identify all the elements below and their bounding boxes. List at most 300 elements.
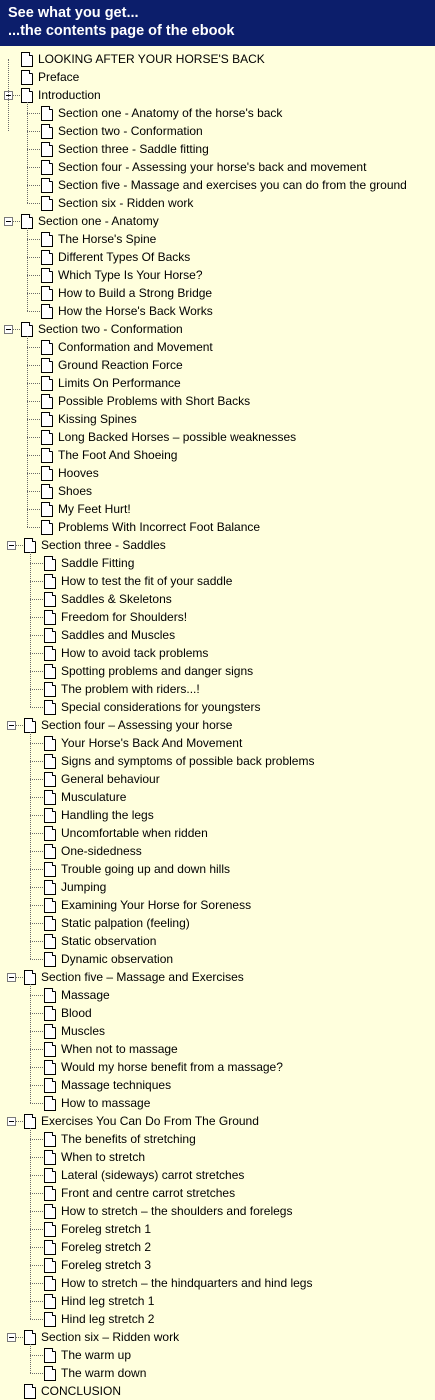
tree-leaf-label: Examining Your Horse for Soreness bbox=[61, 898, 252, 912]
tree-leaf[interactable] bbox=[0, 1166, 435, 1184]
tree-connector-line bbox=[30, 1283, 43, 1284]
tree-leaf[interactable] bbox=[0, 1094, 435, 1112]
tree-connector-line bbox=[30, 732, 31, 959]
tree-connector-line bbox=[27, 491, 40, 492]
tree-connector-line bbox=[27, 365, 40, 366]
document-icon bbox=[44, 556, 56, 571]
tree-leaf-label: General behaviour bbox=[61, 772, 160, 786]
tree-leaf-label: Section one - Anatomy of the horse's back bbox=[58, 106, 283, 120]
tree-leaf-label: How to Build a Strong Bridge bbox=[58, 286, 213, 300]
document-icon bbox=[44, 1348, 56, 1363]
document-icon bbox=[44, 790, 56, 805]
tree-node-label: Section two - Conformation bbox=[38, 322, 183, 336]
tree-leaf[interactable] bbox=[0, 428, 435, 446]
tree-connector-line bbox=[30, 581, 43, 582]
tree-leaf[interactable] bbox=[0, 482, 435, 500]
tree-node-label: LOOKING AFTER YOUR HORSE'S BACK bbox=[38, 52, 265, 66]
tree-connector-line bbox=[27, 167, 40, 168]
collapse-toggle-icon[interactable] bbox=[7, 973, 16, 982]
tree-leaf[interactable] bbox=[0, 608, 435, 626]
tree-leaf-label: Front and centre carrot stretches bbox=[61, 1186, 236, 1200]
tree-connector-line bbox=[30, 984, 31, 1103]
tree-leaf[interactable] bbox=[0, 356, 435, 374]
tree-leaf-label: Shoes bbox=[58, 484, 93, 498]
tree-leaf[interactable] bbox=[0, 1148, 435, 1166]
tree-leaf[interactable] bbox=[0, 698, 435, 716]
document-icon bbox=[24, 1384, 36, 1399]
tree-leaf[interactable] bbox=[0, 122, 435, 140]
tree-leaf-label: Massage techniques bbox=[61, 1078, 172, 1092]
tree-leaf-label: Static palpation (feeling) bbox=[61, 916, 190, 930]
tree-leaf[interactable] bbox=[0, 590, 435, 608]
tree-leaf[interactable] bbox=[0, 860, 435, 878]
tree-node-label: Section five – Massage and Exercises bbox=[41, 970, 244, 984]
document-icon bbox=[44, 898, 56, 913]
collapse-toggle-icon[interactable] bbox=[7, 541, 16, 550]
tree-leaf-label: Section five - Massage and exercises you can do from the ground bbox=[58, 178, 407, 192]
tree-leaf[interactable] bbox=[0, 878, 435, 896]
tree-node-7[interactable] bbox=[0, 716, 435, 734]
tree-leaf[interactable] bbox=[0, 230, 435, 248]
tree-connector-line bbox=[27, 275, 40, 276]
tree-leaf[interactable] bbox=[0, 572, 435, 590]
document-icon bbox=[41, 448, 53, 463]
tree-leaf-label: How to stretch – the shoulders and forelegs bbox=[61, 1204, 293, 1218]
document-icon bbox=[44, 880, 56, 895]
tree-node-11[interactable] bbox=[0, 1382, 435, 1400]
document-icon bbox=[24, 1330, 36, 1345]
tree-connector-line bbox=[30, 923, 43, 924]
tree-connector-line bbox=[27, 437, 40, 438]
tree-leaf-label: Blood bbox=[61, 1006, 92, 1020]
tree-leaf[interactable] bbox=[0, 752, 435, 770]
tree-leaf[interactable] bbox=[0, 176, 435, 194]
tree-connector-line bbox=[30, 1128, 31, 1319]
document-icon bbox=[44, 1132, 56, 1147]
tree-leaf[interactable] bbox=[0, 1238, 435, 1256]
document-icon bbox=[44, 1276, 56, 1291]
tree-leaf[interactable] bbox=[0, 266, 435, 284]
tree-leaf[interactable] bbox=[0, 626, 435, 644]
document-icon bbox=[41, 376, 53, 391]
tree-leaf[interactable] bbox=[0, 284, 435, 302]
tree-leaf-label: One-sidedness bbox=[61, 844, 142, 858]
tree-connector-line bbox=[30, 617, 43, 618]
document-icon bbox=[44, 736, 56, 751]
tree-connector-line bbox=[30, 743, 43, 744]
tree-node-label: Section three - Saddles bbox=[41, 538, 166, 552]
tree-leaf[interactable] bbox=[0, 986, 435, 1004]
tree-leaf-label: The warm down bbox=[61, 1366, 147, 1380]
document-icon bbox=[24, 970, 36, 985]
collapse-toggle-icon[interactable] bbox=[4, 217, 13, 226]
tree-node-2[interactable] bbox=[0, 68, 435, 86]
tree-connector-line bbox=[27, 185, 40, 186]
tree-leaf-label: Special considerations for youngsters bbox=[61, 700, 261, 714]
tree-connector-line bbox=[27, 473, 40, 474]
tree-leaf-label: Musculature bbox=[61, 790, 127, 804]
tree-connector-line bbox=[27, 311, 40, 312]
tree-connector-line bbox=[30, 653, 43, 654]
tree-leaf-label: Kissing Spines bbox=[58, 412, 137, 426]
document-icon bbox=[41, 106, 53, 121]
tree-connector-line bbox=[27, 113, 40, 114]
tree-connector-line bbox=[30, 1211, 43, 1212]
tree-connector-line bbox=[27, 228, 28, 311]
tree-leaf[interactable] bbox=[0, 680, 435, 698]
tree-connector-line bbox=[30, 1344, 31, 1373]
tree-leaf-label: Saddle Fitting bbox=[61, 556, 135, 570]
tree-leaf-label: Foreleg stretch 1 bbox=[61, 1222, 152, 1236]
tree-leaf[interactable] bbox=[0, 1022, 435, 1040]
document-icon bbox=[21, 52, 33, 67]
tree-node-label: Preface bbox=[38, 70, 80, 84]
document-icon bbox=[44, 1222, 56, 1237]
tree-connector-line bbox=[30, 1031, 43, 1032]
tree-connector-line bbox=[30, 1229, 43, 1230]
tree-node-9[interactable] bbox=[0, 1112, 435, 1130]
tree-leaf-label: Problems With Incorrect Foot Balance bbox=[58, 520, 261, 534]
tree-leaf-label: Hind leg stretch 1 bbox=[61, 1294, 155, 1308]
tree-leaf-label: Would my horse benefit from a massage? bbox=[61, 1060, 283, 1074]
tree-connector-line bbox=[30, 1085, 43, 1086]
tree-leaf-label: Saddles & Skeletons bbox=[61, 592, 172, 606]
tree-connector-line bbox=[30, 1175, 43, 1176]
document-icon bbox=[24, 718, 36, 733]
tree-leaf[interactable] bbox=[0, 788, 435, 806]
document-icon bbox=[44, 1186, 56, 1201]
tree-connector-line bbox=[30, 797, 43, 798]
tree-connector-line bbox=[27, 336, 28, 527]
tree-leaf[interactable] bbox=[0, 140, 435, 158]
document-icon bbox=[44, 916, 56, 931]
document-icon bbox=[41, 484, 53, 499]
document-icon bbox=[41, 142, 53, 157]
tree-leaf-label: Section six - Ridden work bbox=[58, 196, 194, 210]
document-icon bbox=[44, 934, 56, 949]
tree-leaf-label: Spotting problems and danger signs bbox=[61, 664, 254, 678]
tree-connector-line bbox=[30, 1139, 43, 1140]
tree-leaf[interactable] bbox=[0, 1058, 435, 1076]
document-icon bbox=[44, 1096, 56, 1111]
tree-connector-line bbox=[30, 1265, 43, 1266]
tree-connector-line bbox=[8, 59, 9, 131]
tree-leaf[interactable] bbox=[0, 374, 435, 392]
tree-connector-line bbox=[27, 509, 40, 510]
tree-leaf-label: Saddles and Muscles bbox=[61, 628, 176, 642]
tree-connector-line bbox=[30, 1193, 43, 1194]
document-icon bbox=[41, 124, 53, 139]
document-icon bbox=[44, 610, 56, 625]
tree-leaf-label: Ground Reaction Force bbox=[58, 358, 183, 372]
tree-leaf[interactable] bbox=[0, 1004, 435, 1022]
tree-node-label: Section one - Anatomy bbox=[38, 214, 159, 228]
tree-connector-line bbox=[30, 869, 43, 870]
document-icon bbox=[41, 178, 53, 193]
tree-leaf[interactable] bbox=[0, 410, 435, 428]
collapse-toggle-icon[interactable] bbox=[7, 1333, 16, 1342]
document-icon bbox=[44, 1258, 56, 1273]
tree-leaf-label: My Feet Hurt! bbox=[58, 502, 131, 516]
tree-leaf[interactable] bbox=[0, 1364, 435, 1382]
document-icon bbox=[21, 88, 33, 103]
tree-leaf-label: Section four - Assessing your horse's back and movement bbox=[58, 160, 367, 174]
tree-leaf[interactable] bbox=[0, 338, 435, 356]
tree-connector-line bbox=[27, 239, 40, 240]
tree-leaf[interactable] bbox=[0, 1040, 435, 1058]
tree-connector-line bbox=[30, 833, 43, 834]
tree-connector-line bbox=[27, 527, 40, 528]
document-icon bbox=[44, 1294, 56, 1309]
document-icon bbox=[44, 754, 56, 769]
document-icon bbox=[44, 1150, 56, 1165]
tree-leaf-label: How to stretch – the hindquarters and hind legs bbox=[61, 1276, 313, 1290]
tree-leaf[interactable] bbox=[0, 806, 435, 824]
tree-connector-line bbox=[30, 635, 43, 636]
tree-connector-line bbox=[30, 761, 43, 762]
tree-leaf[interactable] bbox=[0, 842, 435, 860]
tree-node-4[interactable] bbox=[0, 212, 435, 230]
document-icon bbox=[44, 952, 56, 967]
tree-leaf[interactable] bbox=[0, 914, 435, 932]
tree-leaf[interactable] bbox=[0, 1292, 435, 1310]
tree-connector-line bbox=[30, 1247, 43, 1248]
tree-leaf[interactable] bbox=[0, 158, 435, 176]
document-icon bbox=[41, 268, 53, 283]
tree-leaf[interactable] bbox=[0, 770, 435, 788]
tree-leaf[interactable] bbox=[0, 1202, 435, 1220]
document-icon bbox=[44, 844, 56, 859]
tree-connector-line bbox=[30, 941, 43, 942]
document-icon bbox=[44, 1042, 56, 1057]
tree-leaf[interactable] bbox=[0, 1274, 435, 1292]
document-icon bbox=[21, 322, 33, 337]
document-icon bbox=[41, 286, 53, 301]
document-icon bbox=[44, 682, 56, 697]
tree-node-label: Section six – Ridden work bbox=[41, 1330, 180, 1344]
tree-leaf-label: Foreleg stretch 2 bbox=[61, 1240, 152, 1254]
document-icon bbox=[41, 304, 53, 319]
tree-connector-line bbox=[30, 959, 43, 960]
tree-leaf-label: How the Horse's Back Works bbox=[58, 304, 213, 318]
collapse-toggle-icon[interactable] bbox=[4, 325, 13, 334]
tree-leaf[interactable] bbox=[0, 464, 435, 482]
tree-leaf[interactable] bbox=[0, 194, 435, 212]
document-icon bbox=[44, 1078, 56, 1093]
tree-connector-line bbox=[30, 1049, 43, 1050]
tree-leaf[interactable] bbox=[0, 950, 435, 968]
tree-connector-line bbox=[27, 401, 40, 402]
document-icon bbox=[44, 1204, 56, 1219]
tree-leaf-label: Different Types Of Backs bbox=[58, 250, 191, 264]
tree-leaf-label: Possible Problems with Short Backs bbox=[58, 394, 251, 408]
tree-leaf[interactable] bbox=[0, 446, 435, 464]
tree-connector-line bbox=[27, 257, 40, 258]
document-icon bbox=[41, 196, 53, 211]
document-icon bbox=[44, 1312, 56, 1327]
collapse-toggle-icon[interactable] bbox=[7, 1117, 16, 1126]
tree-connector-line bbox=[27, 419, 40, 420]
tree-leaf-label: Massage bbox=[61, 988, 110, 1002]
tree-leaf-label: Section two - Conformation bbox=[58, 124, 203, 138]
tree-node-label: Introduction bbox=[38, 88, 101, 102]
tree-connector-line bbox=[30, 851, 43, 852]
tree-connector-line bbox=[30, 1301, 43, 1302]
document-icon bbox=[21, 214, 33, 229]
tree-leaf-label: Section three - Saddle fitting bbox=[58, 142, 209, 156]
tree-leaf-label: Your Horse's Back And Movement bbox=[61, 736, 243, 750]
document-icon bbox=[44, 592, 56, 607]
tree-connector-line bbox=[27, 383, 40, 384]
tree-leaf[interactable] bbox=[0, 392, 435, 410]
tree-connector-line bbox=[27, 293, 40, 294]
tree-leaf[interactable] bbox=[0, 1256, 435, 1274]
document-icon bbox=[41, 340, 53, 355]
document-icon bbox=[44, 1060, 56, 1075]
tree-leaf[interactable] bbox=[0, 518, 435, 536]
tree-node-label: Section four – Assessing your horse bbox=[41, 718, 233, 732]
tree-leaf-label: When not to massage bbox=[61, 1042, 178, 1056]
tree-connector-line bbox=[30, 815, 43, 816]
tree-leaf[interactable] bbox=[0, 896, 435, 914]
tree-leaf-label: The benefits of stretching bbox=[61, 1132, 196, 1146]
tree-leaf-label: The Horse's Spine bbox=[58, 232, 157, 246]
header-subtitle: ...the contents page of the ebook bbox=[8, 23, 235, 39]
document-icon bbox=[41, 358, 53, 373]
tree-leaf-label: Lateral (sideways) carrot stretches bbox=[61, 1168, 245, 1182]
tree-node-8[interactable] bbox=[0, 968, 435, 986]
document-icon bbox=[44, 808, 56, 823]
tree-node-5[interactable] bbox=[0, 320, 435, 338]
tree-leaf[interactable] bbox=[0, 644, 435, 662]
document-icon bbox=[44, 574, 56, 589]
tree-leaf-label: Conformation and Movement bbox=[58, 340, 213, 354]
tree-leaf[interactable] bbox=[0, 1220, 435, 1238]
document-icon bbox=[44, 772, 56, 787]
tree-leaf-label: How to avoid tack problems bbox=[61, 646, 209, 660]
tree-leaf[interactable] bbox=[0, 662, 435, 680]
tree-leaf[interactable] bbox=[0, 248, 435, 266]
tree-leaf[interactable] bbox=[0, 1346, 435, 1364]
tree-connector-line bbox=[30, 599, 43, 600]
tree-leaf[interactable] bbox=[0, 1130, 435, 1148]
document-icon bbox=[24, 538, 36, 553]
document-icon bbox=[44, 646, 56, 661]
tree-node-6[interactable] bbox=[0, 536, 435, 554]
tree-leaf-label: How to massage bbox=[61, 1096, 151, 1110]
tree-leaf-label: How to test the fit of your saddle bbox=[61, 574, 233, 588]
tree-node-3[interactable] bbox=[0, 86, 435, 104]
tree-leaf[interactable] bbox=[0, 734, 435, 752]
tree-connector-line bbox=[27, 347, 40, 348]
tree-connector-line bbox=[27, 455, 40, 456]
tree-leaf-label: Long Backed Horses – possible weaknesses bbox=[58, 430, 297, 444]
tree-leaf[interactable] bbox=[0, 1310, 435, 1328]
document-icon bbox=[44, 826, 56, 841]
tree-connector-line bbox=[30, 779, 43, 780]
tree-leaf-label: The problem with riders...! bbox=[61, 682, 200, 696]
tree-connector-line bbox=[30, 1373, 43, 1374]
tree-leaf[interactable] bbox=[0, 1076, 435, 1094]
tree-leaf[interactable] bbox=[0, 500, 435, 518]
tree-connector-line bbox=[30, 905, 43, 906]
tree-leaf-label: Hind leg stretch 2 bbox=[61, 1312, 155, 1326]
collapse-toggle-icon[interactable] bbox=[7, 721, 16, 730]
tree-leaf-label: The Foot And Shoeing bbox=[58, 448, 178, 462]
tree-leaf[interactable] bbox=[0, 824, 435, 842]
tree-leaf-label: Uncomfortable when ridden bbox=[61, 826, 208, 840]
tree-connector-line bbox=[30, 1067, 43, 1068]
document-icon bbox=[41, 160, 53, 175]
tree-leaf[interactable] bbox=[0, 554, 435, 572]
tree-leaf-label: Signs and symptoms of possible back problems bbox=[61, 754, 315, 768]
tree-leaf-label: Trouble going up and down hills bbox=[61, 862, 231, 876]
tree-leaf-label: Handling the legs bbox=[61, 808, 154, 822]
document-icon bbox=[44, 628, 56, 643]
header-title: See what you get... bbox=[8, 5, 139, 21]
tree-leaf-label: Which Type Is Your Horse? bbox=[58, 268, 203, 282]
tree-leaf[interactable] bbox=[0, 932, 435, 950]
tree-connector-line bbox=[27, 102, 28, 203]
tree-leaf[interactable] bbox=[0, 104, 435, 122]
document-icon bbox=[41, 502, 53, 517]
tree-leaf[interactable] bbox=[0, 1184, 435, 1202]
tree-leaf-label: Freedom for Shoulders! bbox=[61, 610, 188, 624]
document-icon bbox=[41, 430, 53, 445]
document-icon bbox=[44, 862, 56, 877]
document-icon bbox=[44, 664, 56, 679]
document-icon bbox=[24, 1114, 36, 1129]
document-icon bbox=[41, 520, 53, 535]
tree-connector-line bbox=[27, 149, 40, 150]
tree-node-1[interactable] bbox=[0, 50, 435, 68]
tree-leaf-label: Muscles bbox=[61, 1024, 106, 1038]
document-icon bbox=[41, 466, 53, 481]
document-icon bbox=[44, 1024, 56, 1039]
tree-connector-line bbox=[30, 1355, 43, 1356]
tree-leaf[interactable] bbox=[0, 302, 435, 320]
document-icon bbox=[44, 1240, 56, 1255]
document-icon bbox=[44, 1168, 56, 1183]
tree-connector-line bbox=[30, 689, 43, 690]
tree-node-label: Exercises You Can Do From The Ground bbox=[41, 1114, 259, 1128]
tree-leaf-label: Jumping bbox=[61, 880, 107, 894]
document-icon bbox=[41, 412, 53, 427]
document-icon bbox=[41, 250, 53, 265]
tree-leaf-label: The warm up bbox=[61, 1348, 132, 1362]
tree-leaf-label: Static observation bbox=[61, 934, 157, 948]
tree-leaf-label: When to stretch bbox=[61, 1150, 146, 1164]
tree-node-10[interactable] bbox=[0, 1328, 435, 1346]
document-icon bbox=[44, 1366, 56, 1381]
tree-connector-line bbox=[30, 1319, 43, 1320]
tree-connector-line bbox=[30, 1103, 43, 1104]
tree-connector-line bbox=[30, 552, 31, 707]
tree-connector-line bbox=[30, 995, 43, 996]
tree-connector-line bbox=[30, 563, 43, 564]
tree-connector-line bbox=[30, 887, 43, 888]
document-icon bbox=[41, 394, 53, 409]
tree-connector-line bbox=[27, 131, 40, 132]
tree-leaf-label: Hooves bbox=[58, 466, 99, 480]
document-icon bbox=[41, 232, 53, 247]
tree-connector-line bbox=[30, 671, 43, 672]
tree-connector-line bbox=[30, 1013, 43, 1014]
document-icon bbox=[44, 1006, 56, 1021]
tree-leaf-label: Dynamic observation bbox=[61, 952, 174, 966]
tree-connector-line bbox=[30, 1157, 43, 1158]
tree-leaf-label: Foreleg stretch 3 bbox=[61, 1258, 152, 1272]
